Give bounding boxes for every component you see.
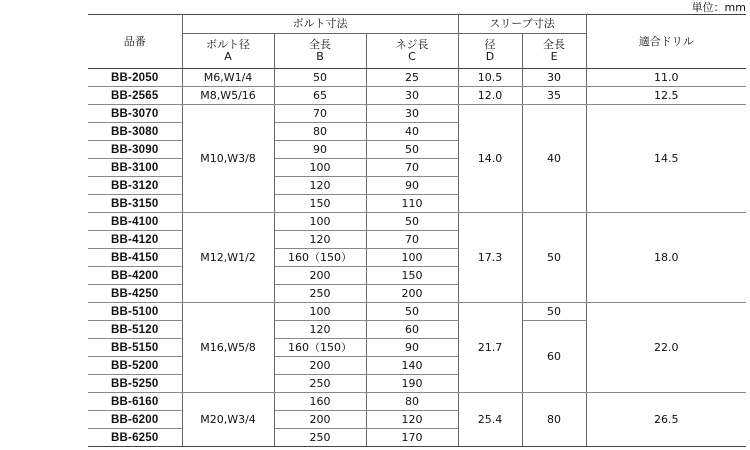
part-number: BB-6250 <box>88 429 182 447</box>
sleeve-diameter: 25.4 <box>458 393 522 447</box>
thread-length: 200 <box>366 285 458 303</box>
thread-length: 70 <box>366 231 458 249</box>
header-sleeve-length: 全長 E <box>522 34 586 69</box>
header-part-no: 品番 <box>88 15 182 69</box>
part-number: BB-5100 <box>88 303 182 321</box>
total-length: 250 <box>274 429 366 447</box>
sleeve-diameter: 10.5 <box>458 69 522 87</box>
drill-size: 11.0 <box>586 69 746 87</box>
total-length: 160（150） <box>274 249 366 267</box>
total-length: 120 <box>274 231 366 249</box>
thread-length: 100 <box>366 249 458 267</box>
table-row <box>88 105 746 123</box>
header-bolt-dia: ボルト径 A <box>182 34 274 69</box>
unit-label: 単位：mm <box>691 1 746 14</box>
part-number: BB-3090 <box>88 141 182 159</box>
part-number: BB-6200 <box>88 411 182 429</box>
header-total-length: 全長 B <box>274 34 366 69</box>
part-number: BB-5150 <box>88 339 182 357</box>
part-number: BB-4120 <box>88 231 182 249</box>
table-row <box>88 393 746 411</box>
bolt-diameter: M8,W5/16 <box>182 87 274 105</box>
total-length: 90 <box>274 141 366 159</box>
part-number: BB-4200 <box>88 267 182 285</box>
thread-length: 140 <box>366 357 458 375</box>
total-length: 250 <box>274 285 366 303</box>
thread-length: 90 <box>366 339 458 357</box>
total-length: 200 <box>274 267 366 285</box>
sleeve-length: 40 <box>522 105 586 213</box>
thread-length: 50 <box>366 303 458 321</box>
part-number: BB-3080 <box>88 123 182 141</box>
thread-length: 70 <box>366 159 458 177</box>
table-row <box>88 303 746 321</box>
thread-length: 30 <box>366 87 458 105</box>
thread-length: 90 <box>366 177 458 195</box>
part-number: BB-4100 <box>88 213 182 231</box>
table-row <box>88 87 746 105</box>
bolt-diameter: M16,W5/8 <box>182 303 274 393</box>
total-length: 80 <box>274 123 366 141</box>
total-length: 160（150） <box>274 339 366 357</box>
sleeve-diameter: 21.7 <box>458 303 522 393</box>
part-number: BB-2565 <box>88 87 182 105</box>
header-sleeve-group: スリーブ寸法 <box>458 15 586 34</box>
total-length: 100 <box>274 303 366 321</box>
total-length: 50 <box>274 69 366 87</box>
total-length: 250 <box>274 375 366 393</box>
header-thread-length: ネジ長 C <box>366 34 458 69</box>
thread-length: 190 <box>366 375 458 393</box>
sleeve-length: 50 <box>522 213 586 303</box>
total-length: 120 <box>274 321 366 339</box>
thread-length: 80 <box>366 393 458 411</box>
spec-table-body <box>88 69 746 447</box>
thread-length: 40 <box>366 123 458 141</box>
total-length: 160 <box>274 393 366 411</box>
drill-size: 14.5 <box>586 105 746 213</box>
total-length: 100 <box>274 159 366 177</box>
part-number: BB-6160 <box>88 393 182 411</box>
thread-length: 170 <box>366 429 458 447</box>
sleeve-diameter: 17.3 <box>458 213 522 303</box>
part-number: BB-3150 <box>88 195 182 213</box>
bolt-diameter: M6,W1/4 <box>182 69 274 87</box>
part-number: BB-4150 <box>88 249 182 267</box>
total-length: 100 <box>274 213 366 231</box>
drill-size: 18.0 <box>586 213 746 303</box>
spec-table <box>88 14 746 447</box>
sleeve-length: 80 <box>522 393 586 447</box>
total-length: 150 <box>274 195 366 213</box>
thread-length: 30 <box>366 105 458 123</box>
drill-size: 22.0 <box>586 303 746 393</box>
part-number: BB-5200 <box>88 357 182 375</box>
header-bolt-group: ボルト寸法 <box>182 15 458 34</box>
thread-length: 25 <box>366 69 458 87</box>
thread-length: 120 <box>366 411 458 429</box>
thread-length: 150 <box>366 267 458 285</box>
header-sleeve-dia: 径 D <box>458 34 522 69</box>
sleeve-diameter: 12.0 <box>458 87 522 105</box>
part-number: BB-3070 <box>88 105 182 123</box>
part-number: BB-3120 <box>88 177 182 195</box>
total-length: 70 <box>274 105 366 123</box>
total-length: 65 <box>274 87 366 105</box>
part-number: BB-5120 <box>88 321 182 339</box>
thread-length: 50 <box>366 141 458 159</box>
bolt-diameter: M12,W1/2 <box>182 213 274 303</box>
sleeve-length: 60 <box>522 321 586 393</box>
thread-length: 60 <box>366 321 458 339</box>
bolt-diameter: M10,W3/8 <box>182 105 274 213</box>
header-drill: 適合ドリル <box>586 15 746 69</box>
part-number: BB-2050 <box>88 69 182 87</box>
thread-length: 50 <box>366 213 458 231</box>
total-length: 200 <box>274 411 366 429</box>
total-length: 120 <box>274 177 366 195</box>
drill-size: 26.5 <box>586 393 746 447</box>
sleeve-diameter: 14.0 <box>458 105 522 213</box>
part-number: BB-5250 <box>88 375 182 393</box>
total-length: 200 <box>274 357 366 375</box>
bolt-diameter: M20,W3/4 <box>182 393 274 447</box>
part-number: BB-4250 <box>88 285 182 303</box>
sleeve-length: 50 <box>522 303 586 321</box>
table-row <box>88 213 746 231</box>
sleeve-length: 35 <box>522 87 586 105</box>
sleeve-length: 30 <box>522 69 586 87</box>
part-number: BB-3100 <box>88 159 182 177</box>
table-row <box>88 69 746 87</box>
drill-size: 12.5 <box>586 87 746 105</box>
thread-length: 110 <box>366 195 458 213</box>
